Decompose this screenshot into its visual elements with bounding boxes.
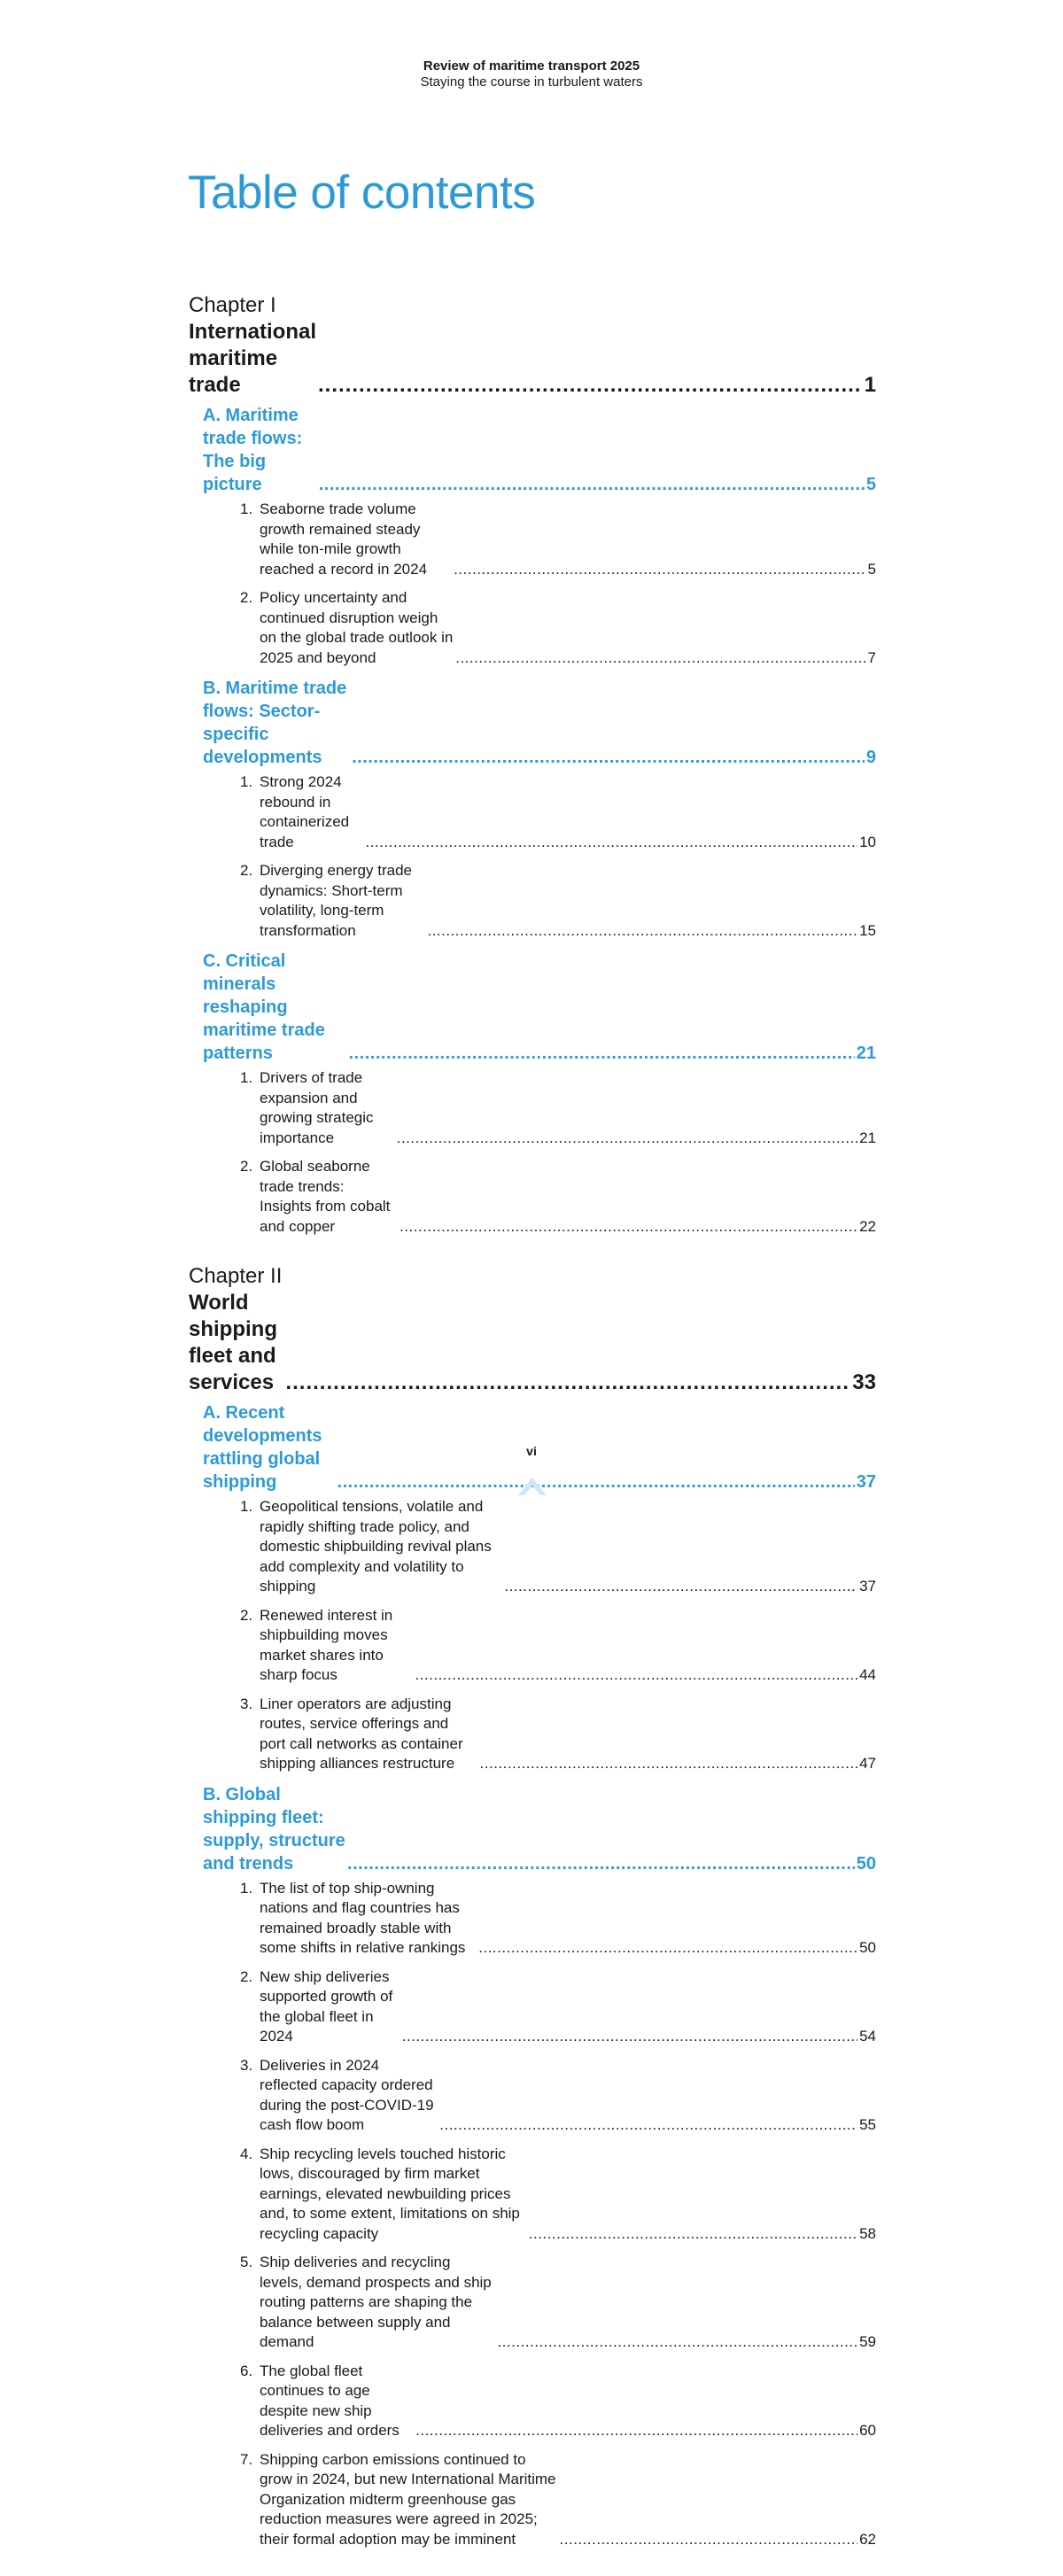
subsection-text: Shipping carbon emissions continued to grow in 2024, but new International Maritime Organization midterm greenhouse gas reduction measures were agreed in 2025; their formal adoption may be imminent [260, 2450, 556, 2548]
dot-leader [415, 1665, 857, 1686]
section-title-text: C. Critical minerals reshaping maritime trade patterns [203, 951, 325, 1063]
subsection-text: Deliveries in 2024 reflected capacity ordered during the post-COVID-19 cash flow boom [260, 2056, 434, 2133]
subsection-list [240, 1068, 876, 1237]
section-page: 9 [865, 748, 876, 767]
chapter-title-entry[interactable] [189, 319, 876, 399]
report-title: Review of maritime transport 2025 [423, 58, 640, 74]
subsection-entry[interactable] [240, 500, 876, 579]
section-title-entry[interactable] [203, 1783, 876, 1875]
subsection-text: Drivers of trade expansion and growing strategic importance [260, 1069, 374, 1146]
running-header [0, 58, 1063, 90]
subsection-number: 3. [240, 2056, 253, 2074]
dot-leader [319, 473, 865, 496]
subsection-page: 22 [859, 1217, 876, 1235]
chapter-block [189, 292, 876, 1237]
subsection-entry[interactable] [240, 861, 876, 941]
chapter-page: 33 [852, 1370, 876, 1394]
subsection-page: 21 [859, 1129, 876, 1146]
dot-leader [455, 648, 865, 669]
dot-leader [366, 833, 858, 853]
subsection-number: 1. [240, 500, 253, 517]
subsection-list [240, 1497, 876, 1774]
subsection-number: 6. [240, 2362, 253, 2379]
subsection-page: 7 [867, 648, 876, 666]
section-block [203, 1783, 876, 2550]
dot-leader [529, 2224, 857, 2245]
subsection-number: 4. [240, 2145, 253, 2162]
subsection-text: Strong 2024 rebound in containerized trade [260, 773, 350, 850]
chapter-title-entry[interactable] [189, 1290, 876, 1396]
dot-leader [347, 1852, 855, 1875]
subsection-entry[interactable] [240, 772, 876, 852]
subsection-text: The global fleet continues to age despite new ship deliveries and orders [260, 2362, 400, 2439]
section-page: 5 [865, 475, 876, 494]
dot-leader [427, 921, 857, 942]
dot-leader [560, 2530, 858, 2550]
dot-leader [285, 1369, 850, 1396]
subsection-page: 54 [859, 2028, 876, 2045]
subsection-number: 5. [240, 2254, 253, 2270]
dot-leader [318, 372, 863, 399]
subsection-list [240, 500, 876, 668]
subsection-number: 2. [240, 1967, 253, 1985]
subsection-page: 55 [859, 2116, 876, 2133]
section-page: 21 [856, 1044, 876, 1063]
subsection-page: 58 [859, 2224, 876, 2242]
subsection-entry[interactable] [240, 588, 876, 668]
section-title-text: A. Recent developments rattling global shipping [203, 1403, 322, 1492]
subsection-text: Geopolitical tensions, volatile and rapidly shifting trade policy, and domestic shipbuilding revival plans add complexity and volatility to shipping [260, 1498, 492, 1594]
section-block [203, 950, 876, 1237]
section-title-text: B. Maritime trade flows: Sector-specific developments [203, 679, 347, 767]
section-title-entry[interactable] [203, 404, 876, 496]
section-block [203, 677, 876, 941]
subsection-entry[interactable] [240, 2362, 876, 2441]
section-page: 37 [856, 1472, 876, 1492]
subsection-page: 5 [867, 560, 876, 578]
subsection-entry[interactable] [240, 2145, 876, 2245]
dot-leader [497, 2332, 857, 2353]
dot-leader [400, 1217, 857, 1238]
subsection-entry[interactable] [240, 1879, 876, 1959]
subsection-number: 1. [240, 1498, 253, 1515]
subsection-page: 60 [859, 2422, 876, 2439]
subsection-text: Policy uncertainty and continued disruption weigh on the global trade outlook in 2025 and beyond [260, 589, 454, 666]
subsection-page: 50 [859, 1939, 876, 1956]
subsection-text: New ship deliveries supported growth of the global fleet in 2024 [260, 1967, 393, 2045]
subsection-entry[interactable] [240, 1606, 876, 1686]
subsection-entry[interactable] [240, 1695, 876, 1774]
subsection-entry[interactable] [240, 2253, 876, 2353]
table-of-contents [189, 292, 876, 2576]
subsection-entry[interactable] [240, 1157, 876, 1237]
subsection-number: 7. [240, 2450, 253, 2468]
page-title: Table of contents [188, 167, 536, 219]
dot-leader [415, 2421, 857, 2441]
section-title-entry[interactable] [203, 950, 876, 1065]
chapter-title-text: World shipping fleet and services [189, 1291, 277, 1394]
dot-leader [402, 2027, 857, 2047]
subsection-entry[interactable] [240, 1967, 876, 2047]
subsection-number: 1. [240, 1879, 253, 1897]
chapter-title-text: International maritime trade [189, 320, 317, 397]
subsection-number: 2. [240, 862, 253, 879]
subsection-page: 37 [859, 1578, 876, 1594]
chapter-page: 1 [864, 373, 876, 397]
subsection-page: 47 [859, 1755, 876, 1772]
section-page: 50 [856, 1853, 876, 1874]
section-title-entry[interactable] [203, 677, 876, 769]
subsection-number: 2. [240, 1158, 253, 1175]
dot-leader [454, 560, 865, 580]
report-subtitle: Staying the course in turbulent waters [420, 74, 643, 89]
chevron-up-icon[interactable] [516, 1467, 548, 1499]
chapter-label: Chapter II [189, 1264, 283, 1288]
section-block [203, 404, 876, 668]
subsection-text: Renewed interest in shipbuilding moves market shares into sharp focus [260, 1606, 393, 1683]
subsection-number: 3. [240, 1695, 253, 1712]
subsection-number: 2. [240, 1606, 253, 1624]
chapter-label: Chapter I [189, 293, 276, 317]
subsection-list [240, 1879, 876, 2550]
subsection-page: 62 [859, 2530, 876, 2548]
subsection-text: Seaborne trade volume growth remained steady while ton-mile growth reached a record in 2024 [260, 500, 428, 578]
section-title-text: B. Global shipping fleet: supply, structure and trends [203, 1784, 345, 1874]
dot-leader [397, 1129, 857, 1149]
subsection-entry[interactable] [240, 2450, 876, 2550]
subsection-entry[interactable] [240, 1068, 876, 1148]
dot-leader [439, 2115, 857, 2136]
page-number: vi [526, 1444, 537, 1458]
subsection-page: 15 [859, 921, 876, 939]
subsection-text: The list of top ship-owning nations and flag countries has remained broadly stable with some shifts in relative rankings [260, 1879, 466, 1956]
subsection-text: Liner operators are adjusting routes, service offerings and port call networks as container shipping alliances restructure [260, 1695, 463, 1772]
subsection-text: Ship recycling levels touched historic lows, discouraged by firm market earnings, elevated newbuilding prices and, to some extent, limitations on ship recycling capacity [260, 2145, 520, 2242]
dot-leader [338, 1470, 855, 1494]
subsection-number: 1. [240, 773, 253, 790]
subsection-page: 10 [859, 833, 876, 850]
dot-leader [504, 1577, 857, 1597]
section-title-text: A. Maritime trade flows: The big picture [203, 406, 303, 494]
subsection-number: 2. [240, 589, 253, 606]
subsection-text: Global seaborne trade trends: Insights from cobalt and copper [260, 1158, 391, 1235]
subsection-number: 1. [240, 1069, 253, 1086]
dot-leader [480, 1754, 858, 1774]
subsection-page: 44 [859, 1666, 876, 1683]
subsection-entry[interactable] [240, 2056, 876, 2136]
dot-leader [478, 1938, 857, 1959]
subsection-list [240, 772, 876, 941]
subsection-entry[interactable] [240, 1497, 876, 1597]
subsection-page: 59 [859, 2333, 876, 2350]
subsection-text: Diverging energy trade dynamics: Short-term volatility, long-term transformation [260, 862, 412, 939]
dot-leader [352, 746, 865, 769]
dot-leader [349, 1042, 855, 1065]
subsection-text: Ship deliveries and recycling levels, demand prospects and ship routing patterns are shaping the balance between supply and demand [260, 2254, 492, 2350]
